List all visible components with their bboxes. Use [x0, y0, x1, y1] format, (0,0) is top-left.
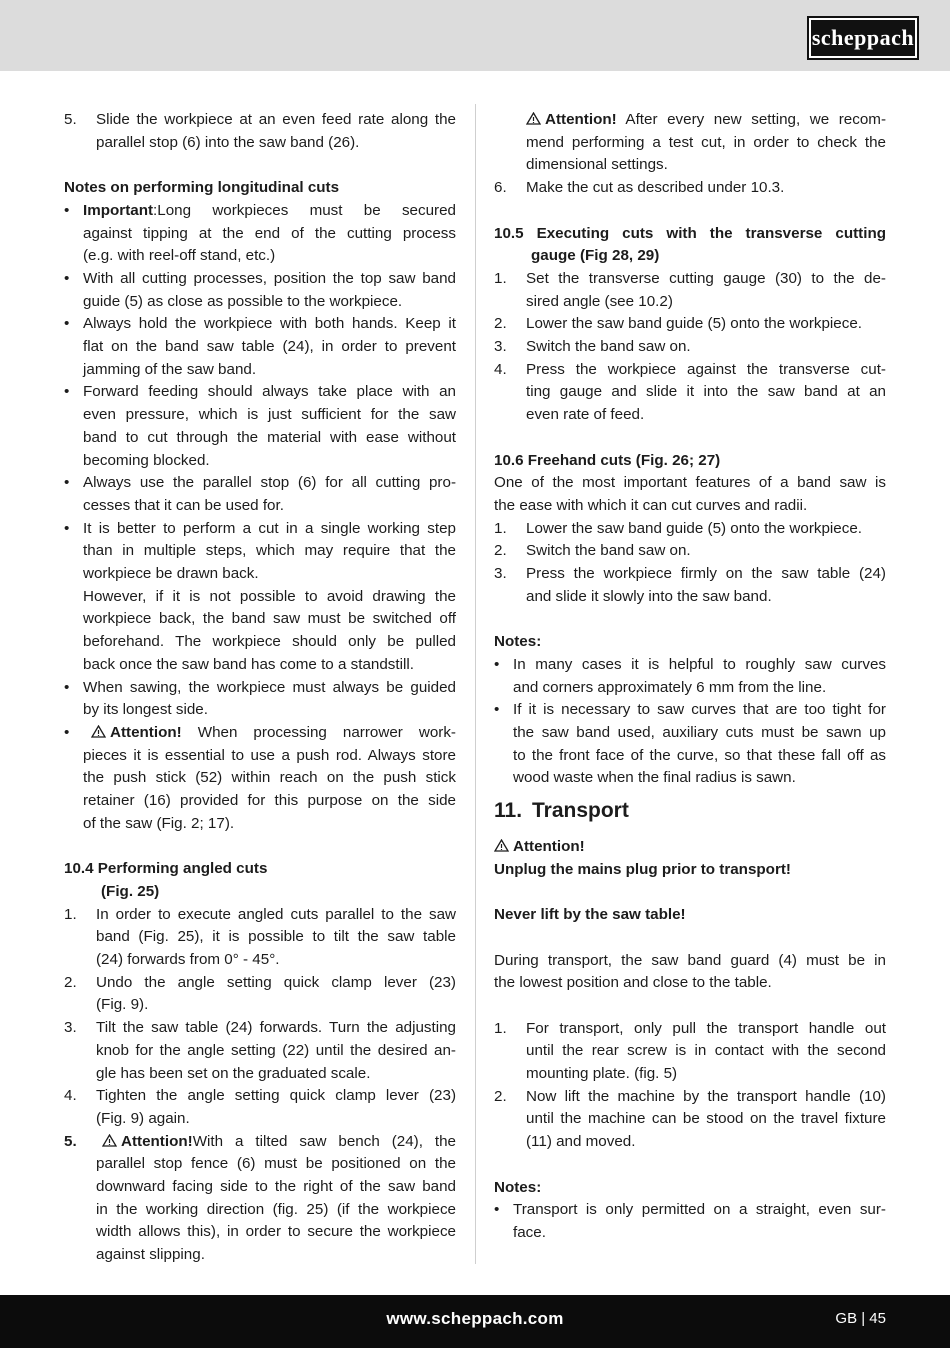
section-10-4-fig: (Fig. 25) [101, 882, 160, 900]
transport-never-lift: Never lift by the saw table! [494, 906, 686, 924]
page-number: GB | 45 [835, 1310, 886, 1327]
bullet-icon: • [64, 315, 70, 333]
text-line: Forward feeding should always take place with an [83, 383, 456, 401]
warning-triangle-icon [102, 1134, 117, 1147]
transverse-step-2 [494, 313, 886, 336]
text-line: Press the workpiece against the transverse cut- [526, 360, 886, 378]
text-line: and corners approximately 6 mm from the line. [513, 678, 827, 696]
text-line: Attention! After every new setting, we recom- [526, 109, 886, 132]
text-line: band (Fig. 25), it is possible to tilt the saw table [96, 928, 456, 946]
note-rough-saw [494, 654, 886, 699]
bullet-single-step [64, 518, 456, 677]
text-line: even pressure, which is just sufficient for the saw [83, 406, 456, 424]
text-line: mounting plate. (fig. 5) [526, 1065, 678, 1083]
text-line: Make the cut as described under 10.3. [526, 179, 785, 197]
bullet-important [64, 200, 456, 268]
text-line: wood waste when the final radius is sawn. [513, 769, 796, 787]
angled-step-1 [64, 904, 456, 972]
section-10-6-title: 10.6 Freehand cuts (Fig. 26; 27) [494, 451, 721, 469]
text-line: dimensional settings. [526, 156, 668, 174]
text-line: Switch the band saw on. [526, 542, 691, 560]
section-10-5-title: 10.5 Executing cuts with the transverse cutting [494, 224, 886, 242]
step-number: 3. [494, 565, 507, 583]
text-line: to the front face of the curve, so that these fall off as [513, 746, 886, 764]
text-line: band to cut through the material with ease without [83, 428, 456, 446]
transverse-step-1 [494, 268, 886, 313]
text-line: and slide it slowly into the saw band. [526, 587, 772, 605]
text-line: than in multiple steps, which may require that the [83, 542, 456, 560]
text-line: Slide the workpiece at an even feed rate along the [96, 111, 456, 128]
text-line: the saw band used, auxiliary cuts must be sawn up [513, 723, 886, 741]
text-line: becoming blocked. [83, 451, 210, 469]
text-line: beforehand. The workpiece should only be pulled [83, 633, 456, 651]
text-line: the ease with which it can cut curves and radii. [494, 496, 808, 514]
text-line: Lower the saw band guide (5) onto the workpiece. [526, 519, 863, 537]
step-number: 1. [64, 905, 77, 923]
warning-triangle-icon [494, 839, 509, 852]
transport-step-2 [494, 1086, 886, 1154]
text-line: against slipping. [96, 1246, 205, 1264]
bullet-parallel-stop [64, 472, 456, 517]
text-line: downward facing side to the right of the saw band [96, 1178, 456, 1196]
bullet-longest-side [64, 677, 456, 722]
text-line: (Fig. 9) again. [96, 1109, 190, 1127]
text-line: Lower the saw band guide (5) onto the workpiece. [526, 315, 863, 333]
text-line: by its longest side. [83, 701, 208, 719]
text-line: width allows this), in order to secure the workpiece [96, 1223, 456, 1241]
column-divider [475, 104, 476, 1264]
bullet-icon: • [64, 519, 70, 537]
notes-heading-transport: Notes: [494, 1178, 542, 1196]
angled-step-5 [64, 1131, 456, 1267]
text-line: sired angle (see 10.2) [526, 292, 673, 310]
text-line: Always use the parallel stop (6) for all cutting pro- [83, 474, 456, 492]
bullet-icon: • [64, 269, 70, 287]
text-line: When sawing, the workpiece must always be guided [83, 678, 456, 696]
step-number: 5. [64, 1132, 77, 1150]
text-line: For transport, only pull the transport handle out [526, 1019, 886, 1037]
text-line: parallel stop fence (6) must be positioned on the [96, 1155, 456, 1173]
text-line: Attention!With a tilted saw bench (24), the [96, 1131, 456, 1154]
bullet-icon: • [64, 201, 70, 219]
text-line: of the saw (Fig. 2; 17). [83, 814, 235, 832]
step-number: 2. [494, 542, 507, 560]
text-line: Always hold the workpiece with both hands. Keep it [83, 315, 456, 333]
angled-step-4 [64, 1085, 456, 1130]
step-number: 4. [64, 1087, 77, 1105]
bullet-icon: • [494, 655, 500, 673]
bullet-icon: • [64, 474, 70, 492]
text-line: However, if it is not possible to avoid drawing the [83, 587, 456, 605]
text-line: One of the most important features of a band saw is [494, 474, 886, 492]
text-line: Press the workpiece firmly on the saw table (24) [526, 565, 886, 583]
note-straight-surface [494, 1199, 886, 1244]
step-number: 2. [494, 1087, 507, 1105]
text-line: (24) forwards from 0° - 45°. [96, 950, 280, 968]
text-line: in the working direction (fig. 25) (if the workpiece [96, 1200, 456, 1218]
text-line: Now lift the machine by the transport handle (10) [526, 1087, 886, 1105]
right-column [494, 109, 886, 1245]
text-line: knob for the angle setting (22) until the desired an- [96, 1041, 456, 1059]
text-line: During transport, the saw band guard (4) must be in [494, 951, 886, 969]
notes-longitudinal-heading: Notes on performing longitudinal cuts [64, 179, 340, 197]
text-line: mend performing a test cut, in order to check the [526, 133, 886, 151]
transport-step-1 [494, 1018, 886, 1086]
bullet-icon: • [64, 383, 70, 401]
step-number: 1. [494, 1019, 507, 1037]
text-line: until the rear screw is in contact with the second [526, 1042, 886, 1060]
text-line: (Fig. 9). [96, 996, 149, 1014]
note-auxiliary-cuts [494, 699, 886, 790]
text-line: With all cutting processes, position the top saw band [83, 269, 456, 287]
text-line: It is better to perform a cut in a single working step [83, 519, 456, 537]
text-line: workpiece back, the band saw must be switched off [83, 610, 456, 628]
step-5-intro [64, 109, 456, 154]
text-line: flat on the band saw table (24), in order to prevent [83, 338, 456, 356]
step-number: 2. [494, 315, 507, 333]
attention-test-cut [494, 109, 886, 177]
text-line: Tighten the angle setting quick clamp lever (23) [96, 1087, 456, 1105]
section-10-5-fig: gauge (Fig 28, 29) [531, 247, 660, 265]
text-line: ting gauge and slide it into the saw band at an [526, 383, 886, 401]
step-number: 1. [494, 519, 507, 537]
bullet-forward-feeding [64, 381, 456, 472]
text-line: Tilt the saw table (24) forwards. Turn the adjusting [96, 1019, 456, 1037]
bullet-icon: • [64, 678, 70, 696]
notes-heading: Notes: [494, 633, 542, 651]
text-line: workpiece be drawn back. [83, 565, 259, 583]
step-6 [494, 177, 886, 200]
transport-unplug: Unplug the mains plug prior to transport! [494, 860, 791, 878]
text-line: the lowest position and close to the table. [494, 974, 772, 992]
brand-logo: scheppach [807, 16, 919, 60]
bullet-icon: • [64, 723, 70, 741]
freehand-step-1 [494, 518, 886, 541]
text-line: Transport is only permitted on a straight, even sur- [513, 1201, 886, 1219]
transport-attention: Attention! [494, 836, 886, 859]
text-line: parallel stop (6) into the saw band (26). [96, 133, 360, 151]
freehand-step-3 [494, 563, 886, 608]
text-line: jamming of the saw band. [83, 360, 257, 378]
text-line: If it is necessary to saw curves that are too tight for [513, 701, 886, 719]
text-line: against tipping at the end of the cutting process [83, 224, 456, 242]
bullet-guide-position [64, 268, 456, 313]
warning-triangle-icon [526, 112, 541, 125]
text-line: back once the saw band has come to a standstill. [83, 655, 414, 673]
text-line: (11) and moved. [526, 1133, 636, 1151]
footer-bar [0, 1295, 950, 1348]
step-number: 4. [494, 360, 507, 378]
step-number: 3. [494, 338, 507, 356]
left-column [64, 109, 456, 1267]
text-line: pieces it is essential to use a push rod. Always store [83, 746, 456, 764]
step-number: 2. [64, 973, 77, 991]
text-line: retainer (16) provided for this purpose on the side [83, 792, 456, 810]
text-line: until the machine can be stood on the travel fixture [526, 1110, 886, 1128]
bullet-icon: • [494, 701, 500, 719]
warning-triangle-icon [91, 725, 106, 738]
text-line: guide (5) as close as possible to the workpiece. [83, 292, 403, 310]
website-link[interactable]: www.scheppach.com [386, 1309, 564, 1328]
step-number: 5. [64, 111, 77, 128]
text-line: gle has been set on the graduated scale. [96, 1064, 371, 1082]
section-11-title: 11. Transport [494, 799, 629, 823]
angled-step-3 [64, 1017, 456, 1085]
angled-step-2 [64, 972, 456, 1017]
text-line: In many cases it is helpful to roughly saw curves [513, 655, 886, 673]
bullet-icon: • [494, 1201, 500, 1219]
text-line: In order to execute angled cuts parallel to the saw [96, 905, 456, 923]
step-number: 3. [64, 1019, 77, 1037]
text-line: Switch the band saw on. [526, 338, 691, 356]
text-line: Undo the angle setting quick clamp lever (23) [96, 973, 456, 991]
step-number: 1. [494, 269, 507, 287]
text-line: Important:Long workpieces must be secured [83, 201, 456, 219]
text-line: even rate of feed. [526, 406, 645, 424]
header-bar [0, 0, 950, 71]
freehand-step-2 [494, 540, 886, 563]
step-number: 6. [494, 179, 507, 197]
transverse-step-4 [494, 359, 886, 427]
text-line: face. [513, 1223, 546, 1241]
text-line: (e.g. with reel-off stand, etc.) [83, 247, 276, 265]
bullet-both-hands [64, 313, 456, 381]
transverse-step-3 [494, 336, 886, 359]
text-line: Attention! When processing narrower work- [83, 722, 456, 745]
bullet-push-rod [64, 722, 456, 836]
text-line: the push stick (52) within reach on the push stick [83, 769, 456, 787]
text-line: Set the transverse cutting gauge (30) to the de- [526, 269, 886, 287]
text-line: cesses that it can be used for. [83, 496, 284, 514]
section-10-4-title: 10.4 Performing angled cuts [64, 860, 268, 878]
